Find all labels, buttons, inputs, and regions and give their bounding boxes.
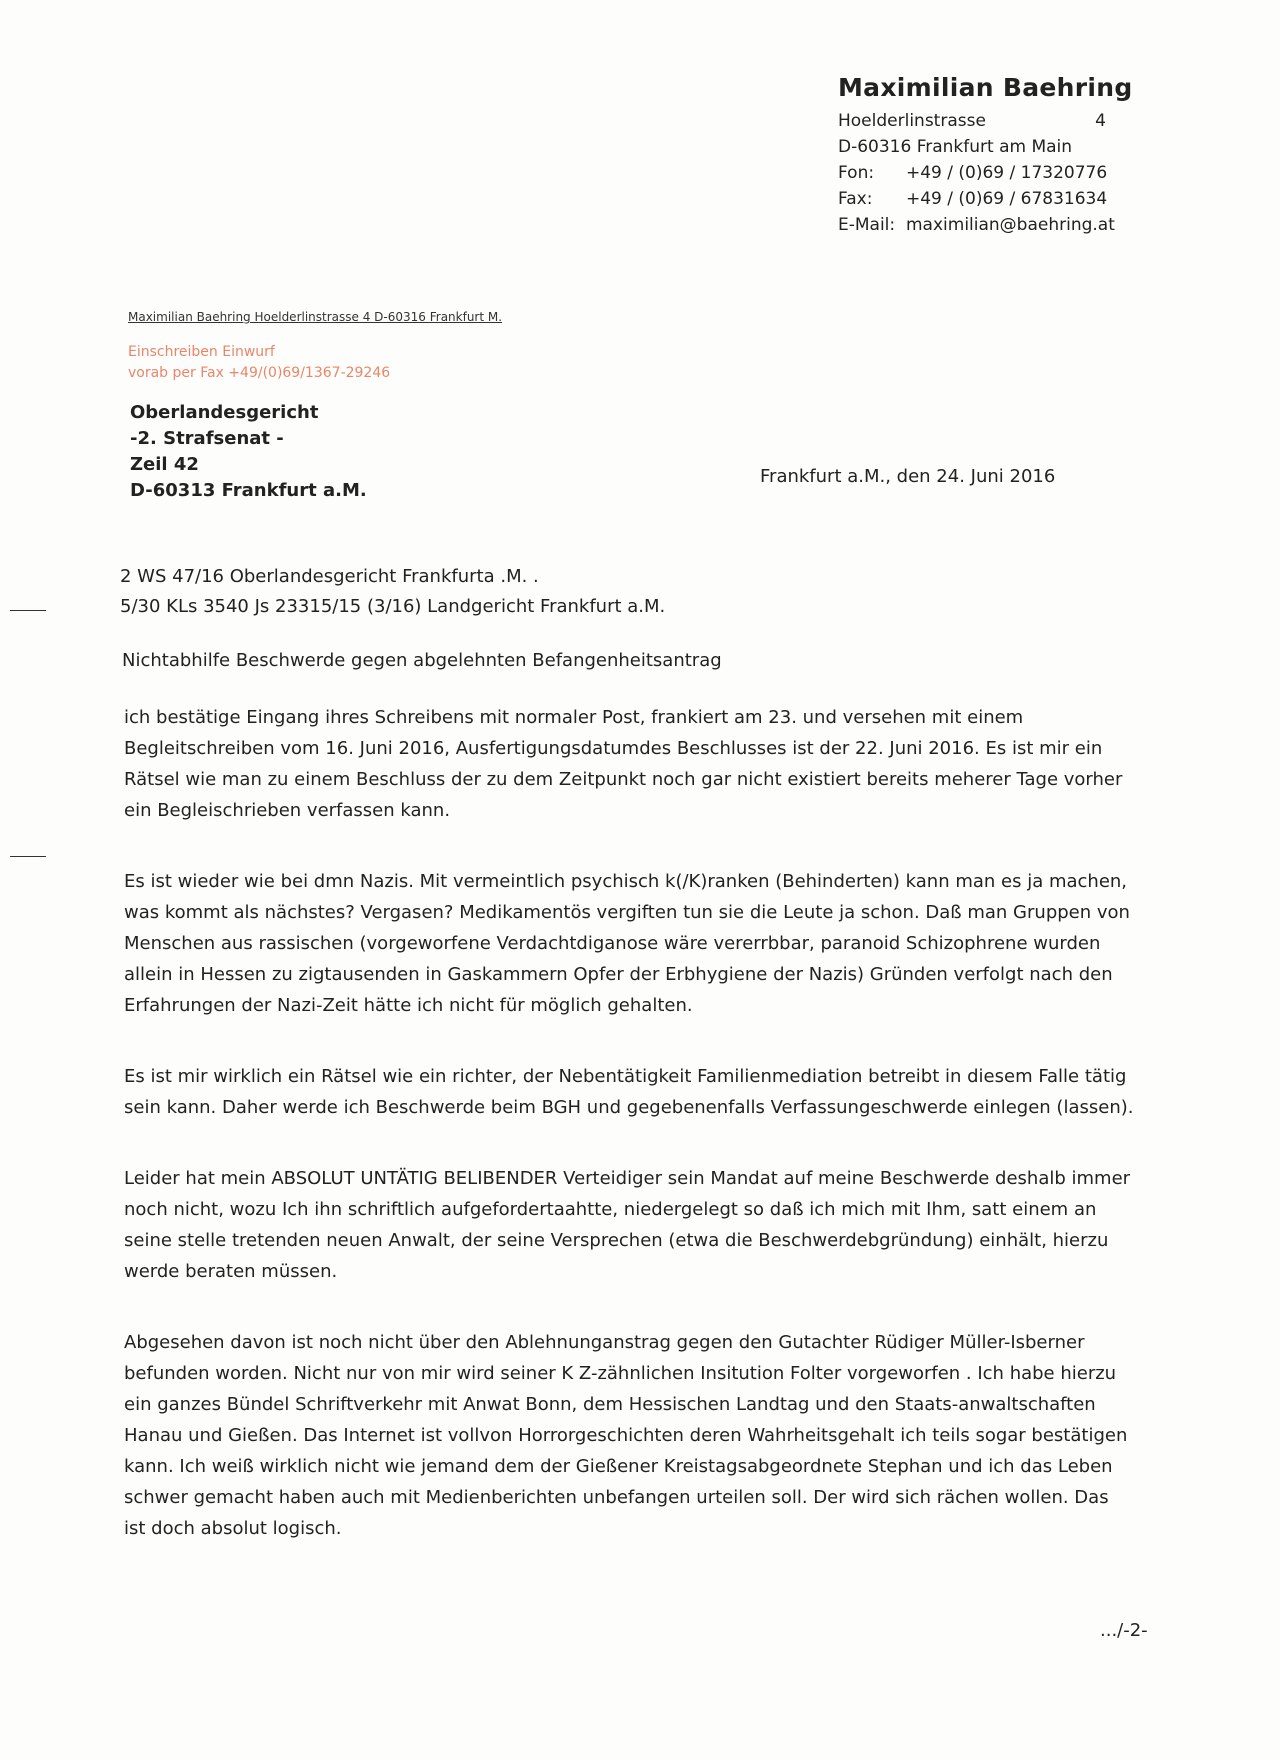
sender-name: Maximilian Baehring — [838, 73, 1133, 102]
sender-fax-row — [838, 186, 1218, 212]
sender-block — [838, 70, 1218, 238]
reference-line-2: 5/30 KLs 3540 Js 23315/15 (3/16) Landgericht Frankfurt a.M. — [120, 596, 666, 617]
sender-street-row — [838, 108, 1106, 134]
page-continuation: .../-2- — [1100, 1620, 1148, 1641]
recipient-address — [130, 400, 367, 504]
sender-fax-label: Fax: — [838, 189, 873, 209]
sender-email-row — [838, 212, 1218, 238]
sender-email-label: E-Mail: — [838, 215, 896, 235]
recipient-line: Oberlandesgericht — [130, 402, 319, 423]
sender-email: maximilian@baehring.at — [906, 215, 1115, 235]
sender-city: D-60316 Frankfurt am Main — [838, 137, 1073, 157]
body-paragraph: Es ist wieder wie bei dmn Nazis. Mit vermeintlich psychisch k(/K)ranken (Behinderten) kann man es ja machen, was kommt als nächstes? Vergasen? Medikamentös vergiften tun sie die Leute ja schon. Daß man Gruppen von Menschen aus rassischen (vorgeworfene Verdachtdiganose wäre vererrbbar, paranoid Schizophrene wurden allein in Hessen zu zigtausenden in Gaskammern Opfer der Erbhygiene der Nazis) Gründen verfolgt nach den Erfahrungen der Nazi-Zeit hätte ich nicht für möglich gehalten. — [124, 871, 1130, 1016]
sender-phone: +49 / (0)69 / 17320776 — [906, 163, 1108, 183]
fold-mark — [10, 610, 46, 611]
sender-fax: +49 / (0)69 / 67831634 — [906, 189, 1108, 209]
letter-body — [124, 702, 1134, 1575]
date-line: Frankfurt a.M., den 24. Juni 2016 — [760, 466, 1056, 487]
sender-phone-label: Fon: — [838, 163, 875, 183]
recipient-line: D-60313 Frankfurt a.M. — [130, 480, 367, 501]
sender-house-number: 4 — [1095, 111, 1106, 131]
recipient-line: -2. Strafsenat - — [130, 428, 284, 449]
sender-street: Hoelderlinstrasse — [838, 111, 986, 131]
punch-mark — [10, 856, 46, 857]
body-paragraph: Leider hat mein ABSOLUT UNTÄTIG BELIBENDER Verteidiger sein Mandat auf meine Beschwerde deshalb immer noch nicht, wozu Ich ihn schriftlich aufgefordertaahtte, niedergelegt so daß ich mich mit Ihm, satt einem an seine stelle tretenden neuen Anwalt, der seine Versprechen (etwa die Beschwerdebgründung) einhält, hierzu werde beraten müssen. — [124, 1168, 1131, 1282]
subject-line: Nichtabhilfe Beschwerde gegen abgelehnten Befangenheitsantrag — [122, 650, 722, 671]
body-paragraph: Es ist mir wirklich ein Rätsel wie ein richter, der Nebentätigkeit Familienmediation betreibt in diesem Falle tätig sein kann. Daher werde ich Beschwerde beim BGH und gegebenenfalls Verfassungeschwerde einlegen (lassen). — [124, 1066, 1134, 1118]
fax-notice: vorab per Fax +49/(0)69/1367-29246 — [128, 365, 391, 381]
sender-phone-row — [838, 160, 1218, 186]
reference-line-1: 2 WS 47/16 Oberlandesgericht Frankfurta .M. . — [120, 566, 539, 587]
body-paragraph: Abgesehen davon ist noch nicht über den Ablehnunganstrag gegen den Gutachter Rüdiger Müller-Isberner befunden worden. Nicht nur von mir wird seiner K Z-zähnlichen Insitution Folter vorgeworfen . Ich habe hierzu ein ganzes Bündel Schriftverkehr mit Anwat Bonn, dem Hessischen Landtag und den Staats-anwaltschaften Hanau und Gießen. Das Internet ist vollvon Horrorgeschichten deren Wahrheitsgehalt ich teils sogar bestätigen kann. Ich weiß wirklich nicht wie jemand dem der Gießener Kreistagsabgeordnete Stephan und ich das Leben schwer gemacht haben auch mit Medienberichten unbefangen urteilen soll. Der wird sich rächen wollen. Das ist doch absolut logisch. — [124, 1332, 1128, 1539]
recipient-line: Zeil 42 — [130, 454, 199, 475]
body-paragraph: ich bestätige Eingang ihres Schreibens mit normaler Post, frankiert am 23. und versehen mit einem Begleitschreiben vom 16. Juni 2016, Ausfertigungsdatumdes Beschlusses ist der 22. Juni 2016. Es ist mir ein Rätsel wie man zu einem Beschluss der zu dem Zeitpunkt noch gar nicht existiert bereits meherer Tage vorher ein Begleischrieben verfassen kann. — [124, 707, 1123, 821]
delivery-note — [128, 342, 390, 384]
return-address: Maximilian Baehring Hoelderlinstrasse 4 D-60316 Frankfurt M. — [128, 310, 503, 324]
delivery-method: Einschreiben Einwurf — [128, 344, 275, 360]
